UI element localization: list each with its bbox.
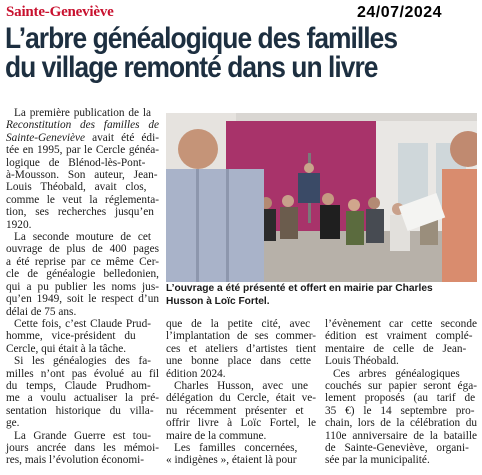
text-line: du temps, Claude Prudhom- <box>6 379 151 392</box>
text-line: ces et ateliers d’artistes tient <box>166 342 316 355</box>
article-column-1 <box>6 107 159 467</box>
text-line: couchés sur papier seront éga- <box>325 380 477 393</box>
date-stamp: 24/07/2024 <box>357 4 443 21</box>
text-line: a été reprise par ce même Cer- <box>6 255 159 268</box>
article-paragraph <box>6 430 159 467</box>
text-line: ouvrage de plus de 400 pages <box>6 243 159 256</box>
text-line: Reconstitution des familles de <box>6 119 159 132</box>
text-line: une bonne place dans cette <box>166 355 312 368</box>
text-line: Les familles concernées, <box>174 442 298 455</box>
article-paragraph <box>166 318 316 380</box>
text-line: Cercle, qui était à la tâche. <box>6 342 127 355</box>
section-label: Sainte-Geneviève <box>6 4 114 20</box>
text-line: Louis Théobald, avait clos, <box>6 181 147 194</box>
article-paragraph <box>6 231 159 318</box>
photo-caption <box>166 283 477 308</box>
headline-line-1: L’arbre généalogique des familles <box>5 22 398 55</box>
text-line: jours ancrée dans les mémoi- <box>6 441 159 454</box>
text-line: 1920. <box>6 218 32 231</box>
text-line: sée par la municipalité. <box>325 454 430 467</box>
text-line: La Grande Guerre est tou- <box>14 429 151 442</box>
text-line: homme, vice-président du <box>6 330 136 343</box>
text-line: l’implantation de ses commer- <box>166 330 316 343</box>
text-line: comme le veut la réglementa- <box>6 193 159 206</box>
text-line: nu récemment présenter et <box>166 404 304 417</box>
article-column-2 <box>166 318 316 467</box>
text-line: édition est vraiment complé- <box>325 330 473 343</box>
text-line: délégation du Cercle, était ve- <box>166 392 316 405</box>
headline-line-2: du village remonté dans un livre <box>5 51 378 84</box>
article-paragraph <box>166 380 316 442</box>
text-line: que de la petite cité, avec <box>166 318 311 330</box>
meeting-photo-illustration <box>166 113 477 282</box>
text-line: La seconde mouture de cet <box>14 231 151 244</box>
text-line: milles n’ont pas évolué au fil <box>6 367 159 380</box>
text-line: chain, lors de la célébration du <box>325 417 477 430</box>
text-line: Louis Théobald. <box>325 355 399 368</box>
article-paragraph <box>325 368 477 467</box>
text-line: délai de 75 ans. <box>6 305 77 318</box>
text-line: maire de la commune. <box>166 429 267 442</box>
text-line: Sainte-Geneviève avait été édi- <box>6 131 159 144</box>
caption-line-2: Husson à Loïc Fortel. <box>166 295 270 307</box>
text-line: tion, ses recherches jusqu’en <box>6 206 154 219</box>
text-line: tée en 1995, par le Cercle généa- <box>6 144 159 157</box>
caption-line-1: L’ouvrage a été présenté et offert en mairie par Charles <box>166 283 433 294</box>
article-paragraph <box>166 442 316 467</box>
text-line: Si les généalogies des fa- <box>14 355 151 368</box>
text-line: l’évènement car cette seconde <box>325 318 477 330</box>
text-line: qu’en 1949, soit le respect d’un <box>6 293 159 306</box>
article-photo <box>166 113 477 282</box>
text-line: me a voulu actualiser la pré- <box>6 392 159 405</box>
text-line: Charles Husson, avec une <box>174 380 308 393</box>
text-line: Ces arbres généalogiques <box>333 367 460 380</box>
text-line: res, mais l’évolution économi- <box>6 454 145 467</box>
article-paragraph <box>325 318 477 368</box>
text-line: logique de Blénod-lès-Pont- <box>6 156 146 169</box>
text-line: 35 €) le 14 septembre pro- <box>325 404 475 417</box>
text-line: mentaire de celle de Jean- <box>325 342 467 355</box>
article-paragraph <box>6 318 159 355</box>
text-line: cle de généalogie belledonien, <box>6 268 159 281</box>
text-line: qui a pu publier les noms jus- <box>6 280 159 293</box>
text-line: édition 2024. <box>166 367 226 380</box>
text-line: ge. <box>6 417 20 430</box>
text-line: offrir livre à Loïc Fortel, le <box>166 417 316 430</box>
text-line: sentation historique du villa- <box>6 404 154 417</box>
headline <box>5 24 423 82</box>
text-line: 110e anniversaire de la bataille <box>325 429 477 442</box>
text-line: à-Mousson. Son auteur, Jean- <box>6 169 158 182</box>
article-paragraph <box>6 107 159 231</box>
text-line: « indigènes », étaient là pour <box>166 454 297 467</box>
text-line: lement proposés (au tarif de <box>325 392 476 405</box>
text-line: Cette fois, c’est Claude Prud- <box>14 317 151 330</box>
article-paragraph <box>6 355 159 429</box>
text-line: La première publication de la <box>14 107 151 119</box>
text-line: de Sainte-Geneviève, organi- <box>325 442 469 455</box>
article-column-3 <box>325 318 477 467</box>
